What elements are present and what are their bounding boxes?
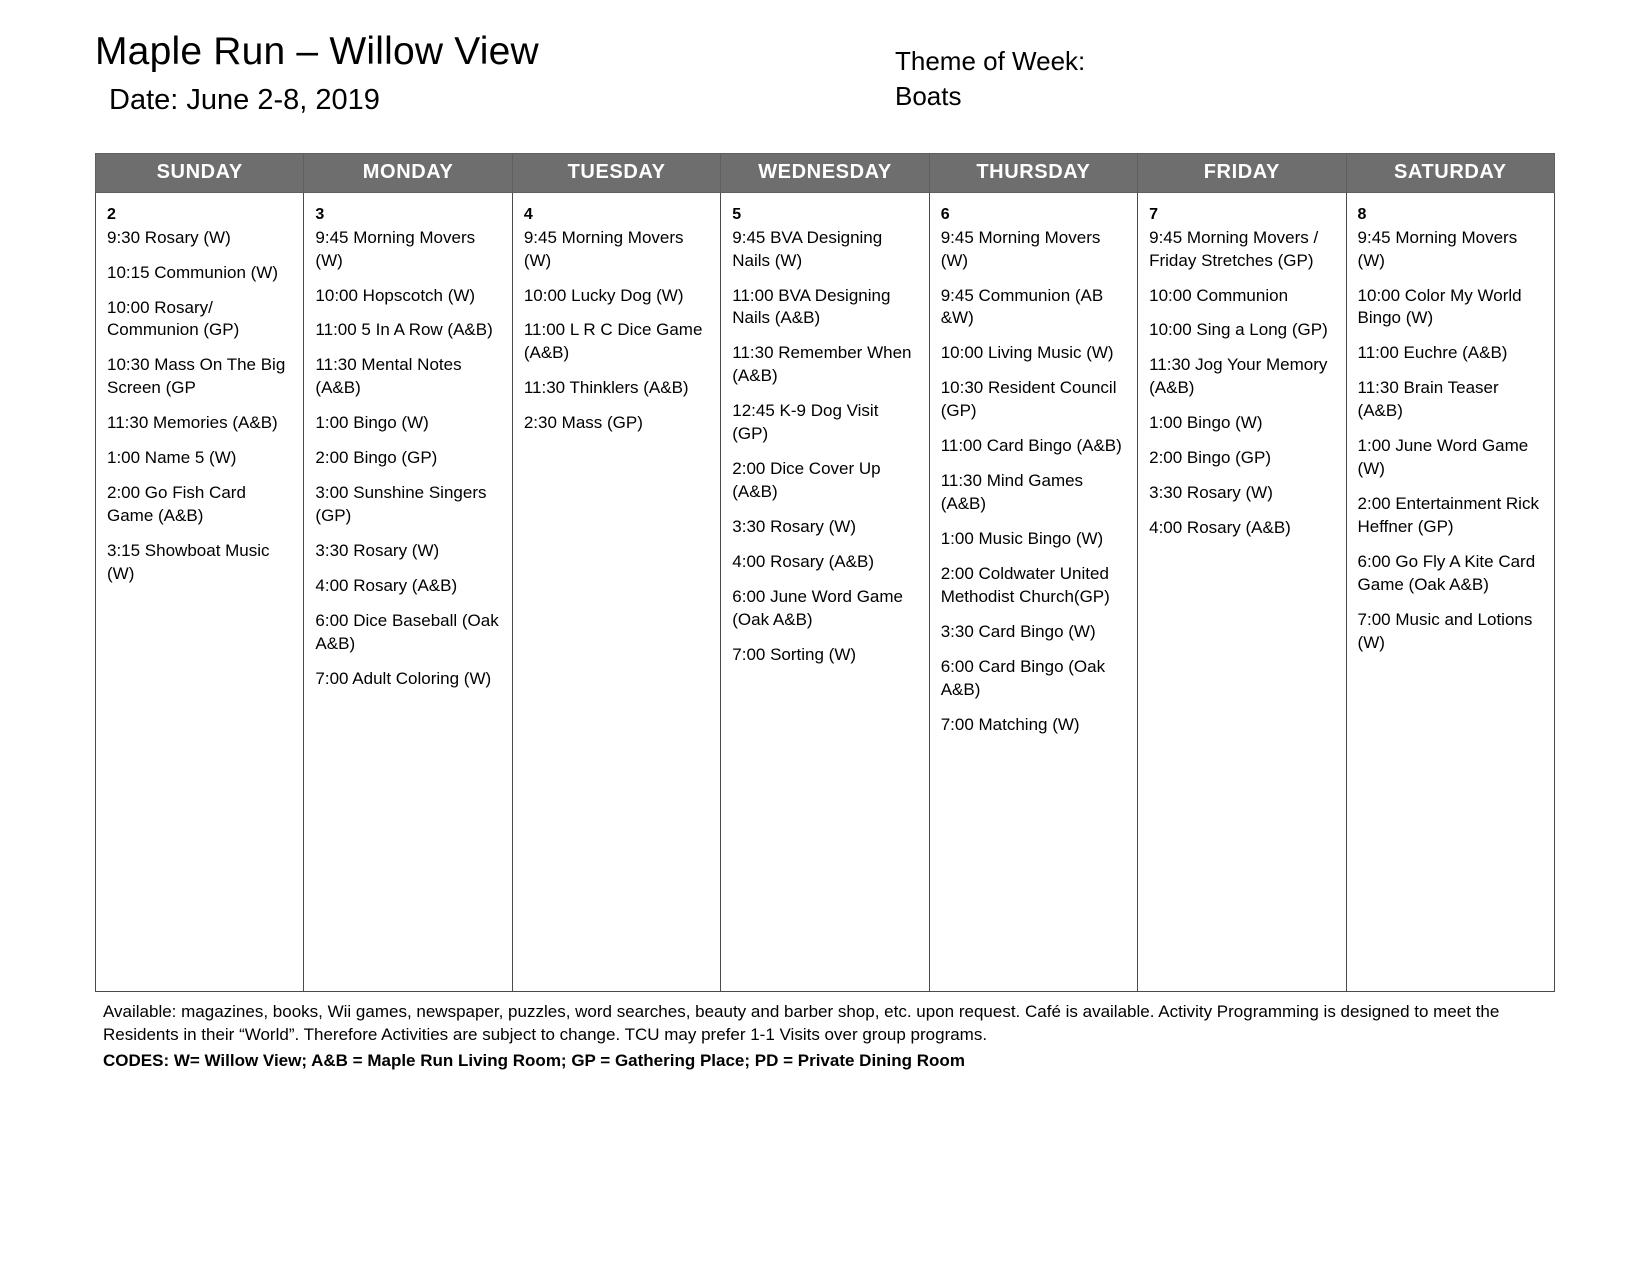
column-header-thursday: THURSDAY bbox=[929, 153, 1137, 192]
event-item: 11:00 Euchre (A&B) bbox=[1357, 343, 1508, 363]
event-item: 6:00 June Word Game (Oak A&B) bbox=[732, 586, 903, 629]
event-item: 2:30 Mass (GP) bbox=[523, 413, 643, 433]
day-cell-thursday bbox=[929, 192, 1137, 991]
event-item: 9:30 Rosary (W) bbox=[107, 227, 231, 247]
day-cell-saturday bbox=[1346, 192, 1554, 991]
event-item: 10:15 Communion (W) bbox=[107, 262, 279, 282]
column-header-tuesday: TUESDAY bbox=[512, 153, 720, 192]
event-item: 11:00 Card Bingo (A&B) bbox=[940, 436, 1122, 456]
event-item: 6:00 Dice Baseball (Oak A&B) bbox=[315, 610, 499, 653]
event-item: 11:30 Mental Notes (A&B) bbox=[315, 355, 462, 398]
column-header-monday: MONDAY bbox=[304, 153, 512, 192]
event-item: 10:00 Hopscotch (W) bbox=[315, 285, 476, 305]
event-item: 4:00 Rosary (A&B) bbox=[732, 551, 874, 571]
day-number: 6 bbox=[940, 205, 950, 223]
weekly-calendar-table bbox=[95, 153, 1555, 992]
event-item: 10:00 Communion bbox=[1149, 285, 1289, 305]
calendar-container bbox=[95, 153, 1556, 992]
event-item: 3:30 Card Bingo (W) bbox=[940, 621, 1096, 641]
day-number: 2 bbox=[107, 205, 116, 223]
event-item: 10:00 Sing a Long (GP) bbox=[1149, 320, 1328, 340]
event-item: 9:45 Morning Movers (W) bbox=[315, 227, 476, 270]
event-item: 11:30 Memories (A&B) bbox=[107, 413, 278, 433]
event-item: 10:30 Mass On The Big Screen (GP bbox=[107, 355, 286, 398]
event-item: 10:00 Rosary/ Communion (GP) bbox=[107, 297, 240, 340]
event-item: 3:00 Sunshine Singers (GP) bbox=[315, 483, 487, 526]
availability-note: Available: magazines, books, Wii games, newspaper, puzzles, word searches, beauty and barber shop, etc. upon request. Café is available. Activity Programming is designed to meet the Residents in their “World”. Therefore Activities are subject to change. TCU may prefer 1-1 Visits over group programs. bbox=[103, 1001, 1500, 1045]
event-item: 10:00 Color My World Bingo (W) bbox=[1357, 285, 1522, 328]
day-cell-friday bbox=[1138, 192, 1346, 991]
event-item: 10:00 Living Music (W) bbox=[940, 343, 1114, 363]
event-item: 7:00 Matching (W) bbox=[940, 714, 1080, 734]
event-item: 9:45 Morning Movers / Friday Stretches (GP) bbox=[1149, 227, 1319, 270]
event-item: 2:00 Bingo (GP) bbox=[1149, 448, 1272, 468]
event-item: 11:30 Brain Teaser (A&B) bbox=[1357, 378, 1499, 421]
day-number: 4 bbox=[523, 205, 533, 223]
event-item: 3:30 Rosary (W) bbox=[732, 517, 857, 537]
event-item: 11:00 L R C Dice Game (A&B) bbox=[523, 320, 703, 363]
event-item: 3:30 Rosary (W) bbox=[1149, 483, 1273, 503]
column-header-saturday: SATURDAY bbox=[1346, 153, 1554, 192]
date-range: Date: June 2-8, 2019 bbox=[109, 83, 380, 116]
day-number: 3 bbox=[315, 205, 325, 223]
column-header-wednesday: WEDNESDAY bbox=[721, 153, 929, 192]
event-item: 3:30 Rosary (W) bbox=[315, 541, 440, 561]
theme-value: Boats bbox=[895, 81, 962, 112]
event-item: 9:45 Morning Movers (W) bbox=[523, 227, 684, 270]
day-number: 7 bbox=[1149, 205, 1159, 223]
theme-block bbox=[895, 44, 1085, 114]
table-header-row bbox=[96, 153, 1555, 192]
event-item: 11:00 BVA Designing Nails (A&B) bbox=[732, 285, 891, 328]
event-item: 1:00 Bingo (W) bbox=[1149, 413, 1263, 433]
event-item: 7:00 Music and Lotions (W) bbox=[1357, 609, 1533, 652]
event-item: 1:00 June Word Game (W) bbox=[1357, 436, 1529, 479]
day-cell-monday bbox=[304, 192, 512, 991]
table-row bbox=[96, 192, 1555, 991]
event-item: 11:30 Thinklers (A&B) bbox=[523, 378, 689, 398]
event-item: 11:00 5 In A Row (A&B) bbox=[315, 320, 493, 340]
event-item: 1:00 Music Bingo (W) bbox=[940, 529, 1104, 549]
event-item: 1:00 Bingo (W) bbox=[315, 413, 429, 433]
event-item: 7:00 Sorting (W) bbox=[732, 644, 857, 664]
event-item: 12:45 K-9 Dog Visit (GP) bbox=[732, 401, 879, 444]
column-header-friday: FRIDAY bbox=[1138, 153, 1346, 192]
event-item: 11:30 Mind Games (A&B) bbox=[940, 471, 1084, 514]
event-item: 11:30 Jog Your Memory (A&B) bbox=[1149, 355, 1328, 398]
event-item: 10:00 Lucky Dog (W) bbox=[523, 285, 684, 305]
event-item: 9:45 Morning Movers (W) bbox=[1357, 227, 1518, 270]
day-cell-sunday bbox=[96, 192, 304, 991]
event-item: 4:00 Rosary (A&B) bbox=[315, 575, 458, 595]
event-item: 9:45 BVA Designing Nails (W) bbox=[732, 227, 883, 270]
day-cell-wednesday bbox=[721, 192, 929, 991]
column-header-sunday: SUNDAY bbox=[96, 153, 304, 192]
event-item: 2:00 Bingo (GP) bbox=[315, 448, 438, 468]
page-title: Maple Run – Willow View bbox=[95, 30, 539, 73]
event-item: 6:00 Go Fly A Kite Card Game (Oak A&B) bbox=[1357, 551, 1536, 594]
event-item: 4:00 Rosary (A&B) bbox=[1149, 518, 1291, 538]
event-item: 7:00 Adult Coloring (W) bbox=[315, 668, 492, 688]
event-item: 10:30 Resident Council (GP) bbox=[940, 378, 1117, 421]
event-item: 2:00 Dice Cover Up (A&B) bbox=[732, 459, 881, 502]
event-item: 9:45 Morning Movers (W) bbox=[940, 227, 1101, 270]
event-item: 9:45 Communion (AB &W) bbox=[940, 285, 1104, 328]
event-item: 6:00 Card Bingo (Oak A&B) bbox=[940, 656, 1106, 699]
event-item: 1:00 Name 5 (W) bbox=[107, 448, 237, 468]
event-item: 3:15 Showboat Music (W) bbox=[107, 541, 270, 583]
header-left bbox=[95, 30, 895, 117]
event-item: 2:00 Coldwater United Methodist Church(GP) bbox=[940, 563, 1110, 606]
event-item: 2:00 Go Fish Card Game (A&B) bbox=[107, 483, 246, 526]
theme-label: Theme of Week: bbox=[895, 46, 1086, 76]
day-number: 5 bbox=[732, 205, 742, 223]
event-item: 11:30 Remember When (A&B) bbox=[732, 343, 912, 386]
document-footer bbox=[95, 1000, 1555, 1072]
day-number: 8 bbox=[1357, 205, 1367, 223]
document-header bbox=[95, 30, 1556, 117]
event-item: 2:00 Entertainment Rick Heffner (GP) bbox=[1357, 494, 1539, 537]
codes-legend: CODES: W= Willow View; A&B = Maple Run Living Room; GP = Gathering Place; PD = Private Dining Room bbox=[103, 1050, 965, 1070]
day-cell-tuesday bbox=[512, 192, 720, 991]
